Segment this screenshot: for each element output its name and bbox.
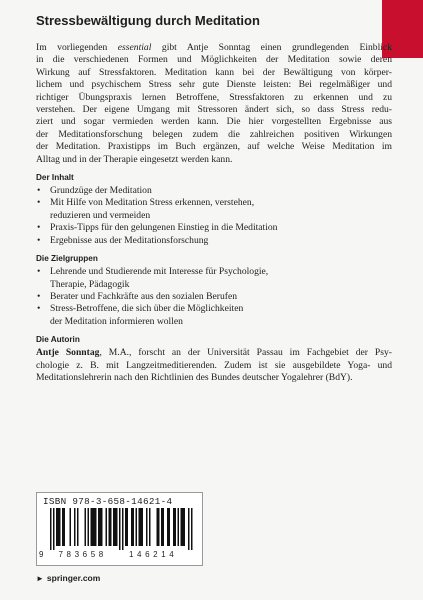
barcode-bar [94,508,96,546]
list-item [36,235,392,247]
intro-line [36,116,392,128]
section-heading-autorin: Die Autorin [36,335,80,345]
barcode-bar [131,508,133,546]
barcode-bar [50,508,52,550]
list-item-text: Praxis-Tipps für den gelungenen Einstieg in die Meditation [50,222,278,234]
barcode-bar [184,508,186,546]
barcode-bar [98,508,100,546]
intro-text: lichem und psychischem Stress sehr gute Dienste leisten: Bei regelmäßiger und [36,79,392,91]
barcode-bar [74,508,76,546]
barcode-bar [191,508,193,550]
publisher-footer [36,573,100,583]
barcode-bar [113,508,115,546]
barcode-bar [142,508,144,546]
intro-line [36,42,392,54]
back-cover-text [36,42,392,384]
intro-line [36,154,392,166]
bullet-icon: • [37,185,41,197]
list-item [36,197,392,222]
intro-line [36,92,392,104]
intro-line [36,104,392,116]
barcode-bar [62,508,64,546]
intro-text: in die verschiedenen Formen und Möglichkeiten der Meditation sowie deren [36,54,392,66]
list-item-text: Therapie, Pädagogik [50,278,130,290]
publisher-url[interactable]: springer.com [46,573,101,583]
intro-text: ziert und sogar vermieden werden kann. Die hier vorgestellten Ergebnisse aus [36,116,392,128]
intro-line [36,79,392,91]
barcode-bar [163,508,165,546]
list-item-text: Stress-Betroffene, die sich über die Möglichkeiten [50,303,244,315]
barcode-bar [101,508,103,546]
isbn-barcode [36,492,203,566]
list-item-text: reduzieren und vermeiden [50,209,151,221]
arrow-right-icon: ► [36,574,44,583]
bullet-icon: • [37,266,41,278]
intro-line [36,141,392,153]
barcode-bar [95,508,97,546]
barcode-bar [146,508,148,546]
barcode-bar [106,508,108,546]
inhalt-list [36,185,392,247]
barcode-bar [178,508,180,546]
autorin-line [36,372,392,384]
list-item-text: Lehrende und Studierende mit Interesse für Psychologie, [50,266,269,278]
barcode-bar [91,508,93,546]
author-name: Antje Sonntag [36,347,100,359]
barcode-bar [169,508,171,546]
barcode-bar [64,508,66,546]
intro-text: der Meditationsforschung belegen zudem die zahlreichen positiven Wirkungen [36,128,392,140]
barcode-bar [59,508,61,546]
list-item-text: Grundzüge der Meditation [50,185,152,197]
intro-text: essential [117,42,152,53]
barcode-bar [188,508,190,550]
barcode-bar [110,508,112,546]
intro-text: verstehen. Der eigene Umgang mit Stressoren ändert sich, so dass Stress redu- [36,104,392,116]
section-heading-zielgruppen: Die Zielgruppen [36,254,98,264]
intro-line [36,54,392,66]
barcode-digit-group: 783658 [58,550,107,559]
barcode-bar [136,508,138,546]
barcode-bar [125,508,127,546]
intro-text: richtiger Übungspraxis lernen Betroffene, Stressfaktoren zu erkennen und zu [36,91,392,103]
barcode-bar [181,508,183,546]
barcode-bar [88,508,90,546]
intro-text: der Meditation. Praxistipps im Buch ergänzen, auf welche Weise Meditation im [36,141,392,153]
barcode-bar [92,508,94,546]
barcode-bar [175,508,177,546]
barcode-bar [116,508,118,546]
list-item [36,185,392,197]
autorin-paragraph [36,347,392,384]
barcode-bar [161,508,163,546]
intro-paragraph [36,42,392,166]
list-item [36,266,392,291]
bullet-icon: • [37,234,41,246]
barcode-bar [53,508,55,550]
barcode-bar [85,508,87,546]
barcode-bar [122,508,124,550]
barcode-bar [182,508,184,546]
barcode-bar [109,508,111,546]
bullet-icon: • [37,222,41,234]
barcode-bar [149,508,151,546]
zielgruppen-list [36,266,392,328]
barcode-bar [115,508,117,546]
intro-text: gibt Antje Sonntag einen grundlegenden Einblick [151,42,392,53]
barcode-bar [100,508,102,546]
autorin-line [36,360,392,372]
list-item-text: Ergebnisse aus der Meditationsforschung [50,234,209,246]
autorin-text: Meditationslehrerin nach den Richtlinien des Bundes deutscher Yogalehrer (BdY). [36,371,353,383]
barcode-digit-group: 146214 [129,550,178,559]
barcode-bar [127,508,129,546]
section-heading-inhalt: Der Inhalt [36,173,74,183]
page-title: Stressbewältigung durch Meditation [36,13,260,28]
list-item [36,222,392,234]
autorin-line [36,347,392,359]
intro-line [36,67,392,79]
bullet-icon: • [37,290,41,302]
barcode-bar [119,508,121,550]
barcode-bar [133,508,135,546]
barcode-bar [56,508,58,546]
barcode-bar [77,508,79,546]
intro-text: Wirkung auf Stressfaktoren. Meditation kann bei der Bewältigung von körper- [36,66,392,78]
barcode-bar [167,508,169,546]
list-item-text: Mit Hilfe von Meditation Stress erkennen, verstehen, [50,197,255,209]
barcode-bars [43,508,195,550]
list-item-text: der Meditation informieren wollen [50,315,183,327]
list-item [36,303,392,328]
bullet-icon: • [37,303,41,315]
barcode-bar [157,508,159,546]
barcode-bar [173,508,175,546]
barcode-bar [158,508,160,546]
autorin-text: chologie z. B. mit Langzeitmeditierenden. Zudem ist sie ausgebildete Yoga- und [36,359,392,371]
barcode-bar [139,508,141,546]
intro-line [36,129,392,141]
list-item-text: Berater und Fachkräfte aus den sozialen Berufen [50,290,237,302]
autorin-text: , M.A., forscht an der Universität Passau im Fachgebiet der Psy- [99,347,392,359]
intro-text: Alltag und in der Therapie eingesetzt werden kann. [36,153,233,165]
intro-text: Im vorliegenden [36,42,118,53]
barcode-bar [58,508,60,546]
isbn-label: ISBN 978-3-658-14621-4 [43,496,173,507]
bullet-icon: • [37,197,41,209]
barcode-bar [140,508,142,546]
barcode-digit-group: 9 [39,550,48,559]
barcode-bar [70,508,72,546]
list-item [36,291,392,303]
